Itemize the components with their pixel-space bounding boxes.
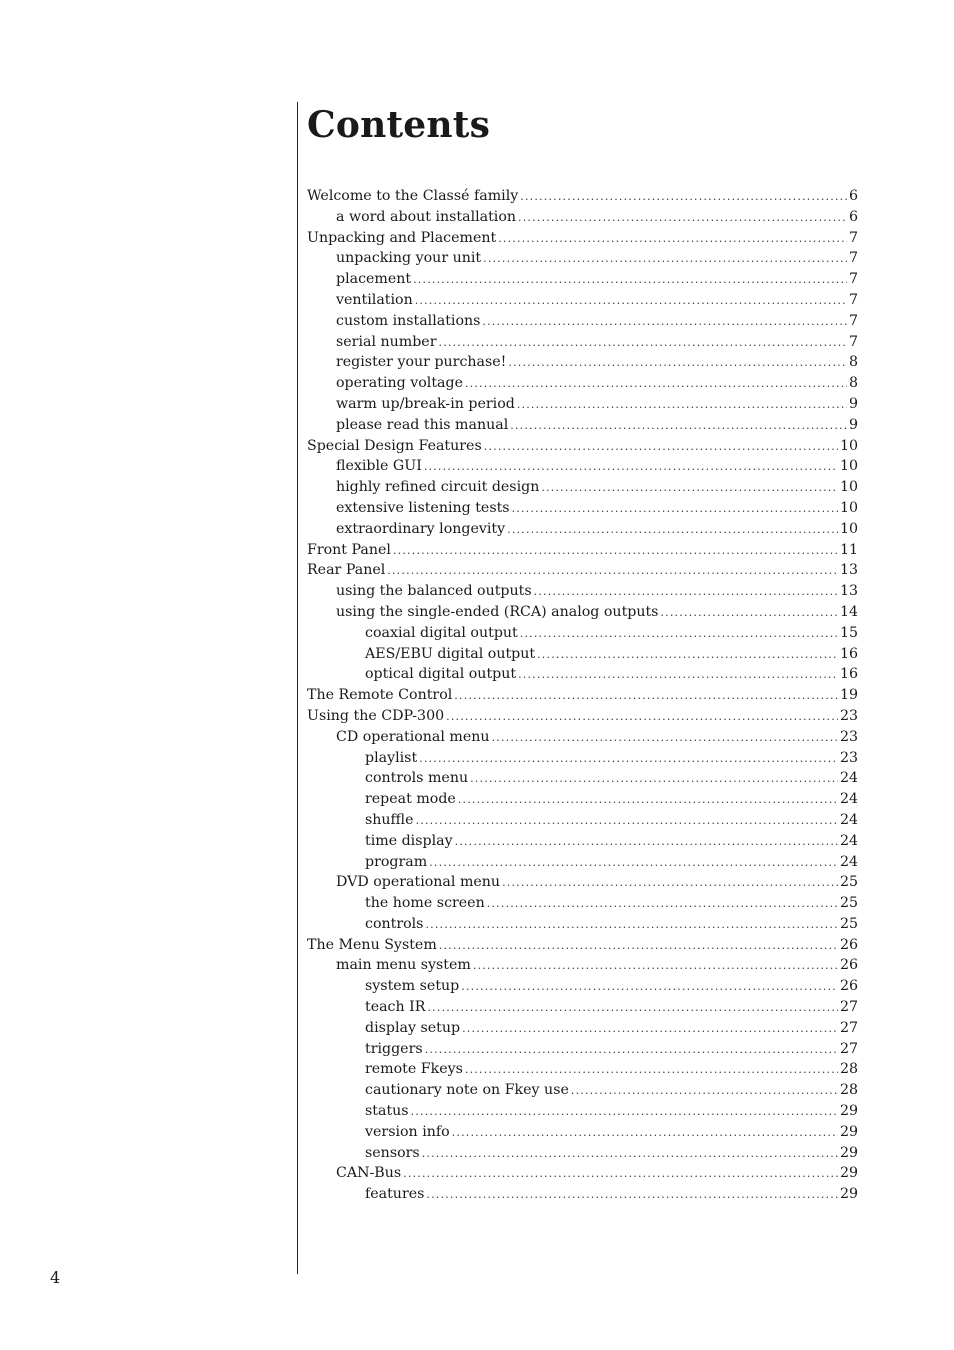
- toc-entry-label: highly refined circuit design: [336, 479, 540, 496]
- toc-entry: [307, 872, 858, 893]
- toc-entry: [307, 914, 858, 935]
- toc-entry-label: repeat mode: [365, 791, 456, 808]
- toc-entry: [307, 1163, 858, 1184]
- toc-entry-label: using the balanced outputs: [336, 583, 532, 600]
- toc-entry: [307, 1122, 858, 1143]
- toc-dot-leader: [470, 768, 838, 790]
- toc-entry-page: 16: [839, 645, 858, 662]
- toc-entry-label: flexible GUI: [336, 458, 422, 475]
- toc-entry-label: extensive listening tests: [336, 499, 510, 516]
- toc-entry-label: version info: [365, 1123, 450, 1140]
- toc-entry-page: 25: [839, 895, 858, 912]
- toc-dot-leader: [446, 706, 838, 728]
- toc-entry-page: 26: [839, 936, 858, 953]
- toc-entry-label: ventilation: [336, 291, 413, 308]
- toc-entry-page: 29: [839, 1186, 858, 1203]
- toc-entry-label: cautionary note on Fkey use: [365, 1082, 569, 1099]
- toc-dot-leader: [461, 976, 838, 998]
- toc-dot-leader: [458, 789, 838, 811]
- toc-entry-page: 11: [839, 541, 858, 558]
- toc-dot-leader: [387, 560, 838, 582]
- toc-entry-page: 27: [839, 1019, 858, 1036]
- toc-entry-label: status: [365, 1103, 409, 1120]
- toc-entry: [307, 644, 858, 665]
- toc-entry: [307, 810, 858, 831]
- toc-dot-leader: [454, 685, 838, 707]
- toc-dot-leader: [660, 602, 837, 624]
- toc-entry-label: optical digital output: [365, 666, 517, 683]
- toc-dot-leader: [393, 540, 838, 562]
- toc-dot-leader: [415, 290, 847, 312]
- toc-entry-label: teach IR: [365, 999, 426, 1016]
- toc-entry: [307, 748, 858, 769]
- toc-entry-label: Rear Panel: [307, 562, 386, 579]
- toc-entry-page: 23: [839, 728, 858, 745]
- toc-entry-label: the home screen: [365, 895, 485, 912]
- toc-entry: [307, 893, 858, 914]
- toc-dot-leader: [498, 228, 847, 250]
- toc-entry-page: 7: [848, 291, 858, 308]
- toc-dot-leader: [403, 1163, 838, 1185]
- toc-dot-leader: [422, 1143, 838, 1165]
- toc-dot-leader: [508, 352, 847, 374]
- toc-dot-leader: [455, 831, 838, 853]
- toc-entry: [307, 852, 858, 873]
- toc-dot-leader: [425, 914, 837, 936]
- toc-entry: [307, 935, 858, 956]
- toc-entry: [307, 727, 858, 748]
- toc-entry-page: 10: [839, 520, 858, 537]
- margin-rule: [297, 102, 298, 1274]
- toc-entry: [307, 664, 858, 685]
- toc-dot-leader: [413, 269, 847, 291]
- toc-entry: [307, 311, 858, 332]
- toc-dot-leader: [424, 456, 838, 478]
- toc-entry-page: 24: [839, 811, 858, 828]
- toc-entry: [307, 706, 858, 727]
- toc-entry-label: controls menu: [365, 770, 469, 787]
- toc-entry-label: main menu system: [336, 957, 471, 974]
- toc-entry-label: operating voltage: [336, 375, 463, 392]
- toc-entry-page: 19: [839, 687, 858, 704]
- toc-entry: [307, 456, 858, 477]
- toc-entry-page: 9: [848, 416, 858, 433]
- toc-entry: [307, 540, 858, 561]
- toc-entry-page: 26: [839, 957, 858, 974]
- toc-entry-label: unpacking your unit: [336, 250, 482, 267]
- toc-entry-page: 26: [839, 978, 858, 995]
- toc-entry: [307, 269, 858, 290]
- toc-entry-page: 24: [839, 791, 858, 808]
- toc-entry-label: display setup: [365, 1019, 461, 1036]
- toc-entry: [307, 394, 858, 415]
- toc-entry-page: 10: [839, 458, 858, 475]
- toc-dot-leader: [426, 1184, 838, 1206]
- toc-dot-leader: [452, 1122, 838, 1144]
- toc-entry-label: Front Panel: [307, 541, 391, 558]
- toc-dot-leader: [512, 498, 838, 520]
- toc-entry: [307, 415, 858, 436]
- toc-entry: [307, 560, 858, 581]
- toc-entry-page: 15: [839, 624, 858, 641]
- toc-entry-page: 27: [839, 1040, 858, 1057]
- toc-entry-page: 24: [839, 832, 858, 849]
- toc-entry: [307, 373, 858, 394]
- page-number: 4: [50, 1268, 61, 1287]
- toc-entry-page: 27: [839, 999, 858, 1016]
- toc-entry-label: DVD operational menu: [336, 874, 501, 891]
- toc-dot-leader: [520, 186, 847, 208]
- toc-entry-label: The Menu System: [307, 936, 437, 953]
- toc-dot-leader: [465, 373, 847, 395]
- toc-dot-leader: [416, 810, 838, 832]
- toc-dot-leader: [492, 727, 838, 749]
- toc-dot-leader: [429, 852, 838, 874]
- toc-entry-label: CD operational menu: [336, 728, 490, 745]
- toc-entry-label: shuffle: [365, 811, 414, 828]
- toc-entry: [307, 623, 858, 644]
- page-title: Contents: [307, 104, 491, 146]
- toc-entry-page: 23: [839, 707, 858, 724]
- toc-entry-page: 13: [839, 562, 858, 579]
- toc-dot-leader: [510, 415, 847, 437]
- toc-entry-page: 7: [848, 312, 858, 329]
- toc-dot-leader: [487, 893, 838, 915]
- toc-entry: [307, 1059, 858, 1080]
- toc-entry: [307, 831, 858, 852]
- toc-dot-leader: [439, 332, 847, 354]
- toc-entry-page: 7: [848, 271, 858, 288]
- toc-entry-label: using the single-ended (RCA) analog outputs: [336, 603, 659, 620]
- toc-entry-label: a word about installation: [336, 208, 517, 225]
- toc-entry-page: 29: [839, 1123, 858, 1140]
- toc-dot-leader: [507, 519, 838, 541]
- toc-entry-label: time display: [365, 832, 453, 849]
- table-of-contents: [307, 186, 858, 1205]
- toc-entry: [307, 186, 858, 207]
- toc-entry-label: extraordinary longevity: [336, 520, 506, 537]
- toc-entry: [307, 1143, 858, 1164]
- toc-entry-page: 24: [839, 853, 858, 870]
- toc-entry-page: 8: [848, 354, 858, 371]
- toc-entry-label: Unpacking and Placement: [307, 229, 497, 246]
- toc-dot-leader: [473, 955, 838, 977]
- toc-entry-page: 25: [839, 915, 858, 932]
- toc-entry: [307, 477, 858, 498]
- toc-entry-page: 9: [848, 395, 858, 412]
- toc-entry-label: Special Design Features: [307, 437, 482, 454]
- toc-entry-label: triggers: [365, 1040, 423, 1057]
- toc-entry: [307, 976, 858, 997]
- toc-dot-leader: [439, 935, 838, 957]
- toc-entry-label: The Remote Control: [307, 687, 453, 704]
- toc-entry-page: 29: [839, 1144, 858, 1161]
- toc-entry: [307, 789, 858, 810]
- toc-entry: [307, 997, 858, 1018]
- toc-dot-leader: [518, 207, 847, 229]
- toc-entry-page: 7: [848, 333, 858, 350]
- toc-entry: [307, 1101, 858, 1122]
- toc-entry: [307, 1039, 858, 1060]
- toc-entry: [307, 228, 858, 249]
- toc-entry: [307, 768, 858, 789]
- toc-entry-label: CAN-Bus: [336, 1165, 402, 1182]
- toc-dot-leader: [541, 477, 838, 499]
- toc-entry-page: 10: [839, 437, 858, 454]
- toc-dot-leader: [537, 644, 838, 666]
- toc-dot-leader: [427, 997, 838, 1019]
- toc-entry: [307, 602, 858, 623]
- toc-entry-label: serial number: [336, 333, 437, 350]
- toc-entry-page: 7: [848, 229, 858, 246]
- toc-entry-page: 28: [839, 1082, 858, 1099]
- toc-entry: [307, 498, 858, 519]
- toc-dot-leader: [484, 436, 838, 458]
- toc-entry-label: Using the CDP-300: [307, 707, 445, 724]
- toc-entry-label: controls: [365, 915, 424, 932]
- toc-entry-label: Welcome to the Classé family: [307, 188, 519, 204]
- toc-entry: [307, 332, 858, 353]
- toc-entry-label: sensors: [365, 1144, 420, 1161]
- toc-entry-label: AES/EBU digital output: [365, 645, 536, 662]
- toc-entry-label: features: [365, 1186, 425, 1203]
- toc-dot-leader: [571, 1080, 838, 1102]
- toc-entry: [307, 519, 858, 540]
- toc-entry: [307, 436, 858, 457]
- toc-entry: [307, 248, 858, 269]
- toc-entry-page: 29: [839, 1165, 858, 1182]
- toc-entry-page: 23: [839, 749, 858, 766]
- toc-entry-label: register your purchase!: [336, 354, 507, 371]
- toc-entry-page: 8: [848, 375, 858, 392]
- toc-dot-leader: [462, 1018, 838, 1040]
- toc-entry-label: system setup: [365, 978, 460, 995]
- toc-dot-leader: [411, 1101, 838, 1123]
- toc-dot-leader: [419, 748, 838, 770]
- toc-entry-page: 6: [848, 188, 858, 204]
- toc-dot-leader: [425, 1039, 838, 1061]
- toc-entry: [307, 955, 858, 976]
- toc-entry-label: warm up/break-in period: [336, 395, 515, 412]
- toc-entry-page: 6: [848, 208, 858, 225]
- toc-entry-label: playlist: [365, 749, 418, 766]
- toc-entry: [307, 581, 858, 602]
- toc-entry-page: 13: [839, 583, 858, 600]
- toc-entry-label: please read this manual: [336, 416, 509, 433]
- toc-dot-leader: [534, 581, 838, 603]
- toc-entry: [307, 685, 858, 706]
- toc-entry: [307, 1184, 858, 1205]
- toc-dot-leader: [483, 248, 847, 270]
- toc-entry: [307, 352, 858, 373]
- toc-entry-page: 25: [839, 874, 858, 891]
- toc-entry: [307, 1080, 858, 1101]
- toc-entry-page: 10: [839, 499, 858, 516]
- toc-entry: [307, 207, 858, 228]
- toc-dot-leader: [465, 1059, 838, 1081]
- toc-entry-page: 14: [839, 603, 858, 620]
- toc-entry-label: program: [365, 853, 428, 870]
- toc-entry-label: placement: [336, 271, 412, 288]
- toc-entry-page: 10: [839, 479, 858, 496]
- toc-entry: [307, 290, 858, 311]
- toc-dot-leader: [518, 664, 838, 686]
- toc-entry-label: remote Fkeys: [365, 1061, 463, 1078]
- toc-entry-label: coaxial digital output: [365, 624, 518, 641]
- toc-dot-leader: [517, 394, 847, 416]
- toc-entry-page: 24: [839, 770, 858, 787]
- toc-entry-page: 28: [839, 1061, 858, 1078]
- toc-entry-label: custom installations: [336, 312, 481, 329]
- toc-dot-leader: [482, 311, 847, 333]
- toc-entry-page: 16: [839, 666, 858, 683]
- toc-entry: [307, 1018, 858, 1039]
- toc-entry-page: 7: [848, 250, 858, 267]
- toc-dot-leader: [502, 872, 838, 894]
- toc-dot-leader: [520, 623, 838, 645]
- toc-entry-page: 29: [839, 1103, 858, 1120]
